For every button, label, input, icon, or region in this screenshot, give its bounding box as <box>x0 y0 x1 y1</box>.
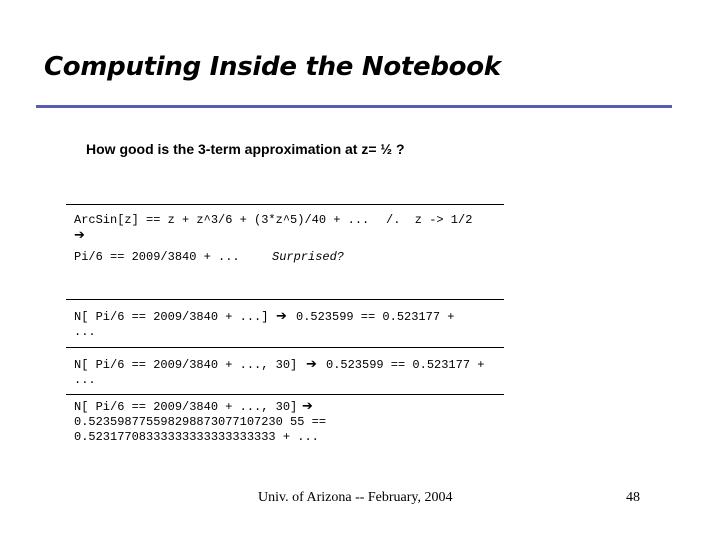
numeric-eval-result: 0.523599 == 0.523177 + <box>296 310 455 324</box>
block-divider <box>66 394 504 395</box>
numeric-eval-30-result: 0.523599 == 0.523177 + <box>326 358 485 372</box>
substitution-rule: /. z -> 1/2 <box>386 213 473 227</box>
arrow-icon: ➔ <box>306 357 317 372</box>
arcsin-series-expression: ArcSin[z] == z + z^3/6 + (3*z^5)/40 + ... <box>74 213 370 227</box>
numeric-eval-30-expression: N[ Pi/6 == 2009/3840 + ..., 30] <box>74 358 298 372</box>
footer-text: Univ. of Arizona -- February, 2004 <box>258 490 453 505</box>
numeric-eval-30-continuation: ... <box>74 373 96 387</box>
arrow-icon: ➔ <box>74 228 85 243</box>
question-text: How good is the 3-term approximation at z= ½ ? <box>86 141 405 157</box>
full-precision-pi-value: 0.523598775598298873077107230 55 == <box>74 415 327 429</box>
surprised-note: Surprised? <box>272 250 345 264</box>
page-number: 48 <box>626 490 640 505</box>
arrow-icon: ➔ <box>276 309 287 324</box>
arrow-icon: ➔ <box>302 399 313 414</box>
block-divider-top <box>66 204 504 205</box>
block-divider <box>66 347 504 348</box>
full-precision-expression: N[ Pi/6 == 2009/3840 + ..., 30] <box>74 400 298 414</box>
pi-approximation-result: Pi/6 == 2009/3840 + ... <box>74 250 240 264</box>
numeric-eval-expression: N[ Pi/6 == 2009/3840 + ...] <box>74 310 269 324</box>
title-divider <box>36 105 672 108</box>
full-precision-series-value: 0.52317708333333333333333333 + ... <box>74 430 319 444</box>
numeric-eval-continuation: ... <box>74 325 96 339</box>
slide-title: Computing Inside the Notebook <box>44 52 501 82</box>
block-divider <box>66 299 504 300</box>
